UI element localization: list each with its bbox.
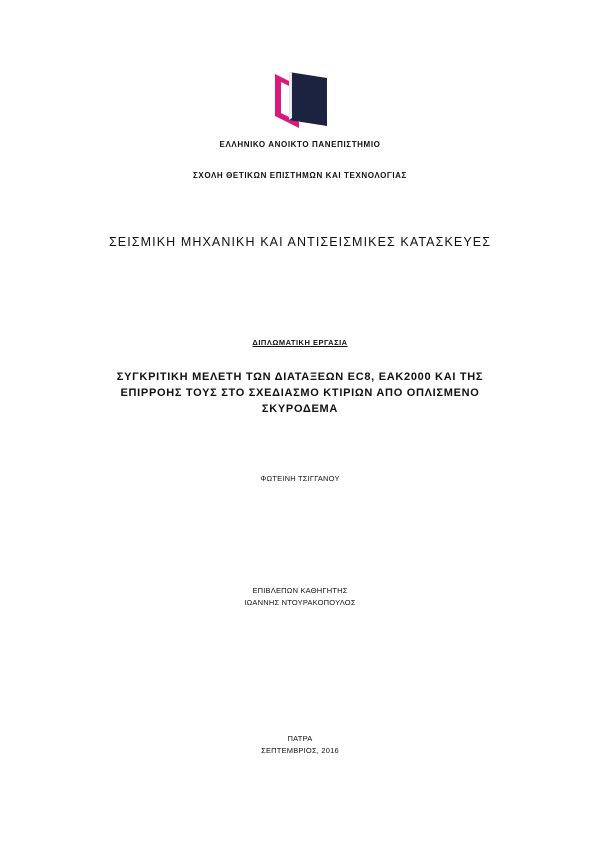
date: ΣΕΠΤΕΜΒΡΙΟΣ, 2016 [261, 746, 339, 755]
supervisor-role: ΕΠΙΒΛΕΠΩΝ ΚΑΘΗΓΗΤΗΣ [252, 586, 348, 595]
thesis-title-line: ΣΚΥΡΟΔΕΜΑ [261, 403, 339, 415]
school-name: ΣΧΟΛΗ ΘΕΤΙΚΩΝ ΕΠΙΣΤΗΜΩΝ ΚΑΙ ΤΕΧΝΟΛΟΓΙΑΣ [193, 171, 407, 180]
thesis-title-line: ΣΥΓΚΡΙΤΙΚΗ ΜΕΛΕΤΗ ΤΩΝ ΔΙΑΤΑΞΕΩΝ EC8, ΕΑΚ2000 ΚΑΙ ΤΗΣ [116, 371, 484, 383]
author-name: ΦΩΤΕΙΝΗ ΤΣΙΓΓΑΝΟΥ [260, 474, 340, 483]
program-name: ΣΕΙΣΜΙΚΗ ΜΗΧΑΝΙΚΗ ΚΑΙ ΑΝΤΙΣΕΙΣΜΙΚΕΣ ΚΑΤΑΣΚΕΥΕΣ [108, 235, 492, 249]
thesis-type-label: ΔΙΠΛΩΜΑΤΙΚΗ ΕΡΓΑΣΙΑ [252, 338, 348, 347]
supervisor-name: ΙΩΑΝΝΗΣ ΝΤΟΥΡΑΚΟΠΟΥΛΟΣ [244, 598, 356, 607]
thesis-title-line: ΕΠΙΡΡΟΗΣ ΤΟΥΣ ΣΤΟ ΣΧΕΔΙΑΣΜΟ ΚΤΙΡΙΩΝ ΑΠΟ ΟΠΛΙΣΜΕΝΟ [120, 387, 480, 399]
city: ΠΑΤΡΑ [287, 734, 313, 743]
institution-name: ΕΛΛΗΝΙΚΟ ΑΝΟΙΚΤΟ ΠΑΝΕΠΙΣΤΗΜΙΟ [219, 140, 381, 149]
university-book-logo-icon [275, 72, 327, 128]
thesis-title [0, 369, 600, 417]
